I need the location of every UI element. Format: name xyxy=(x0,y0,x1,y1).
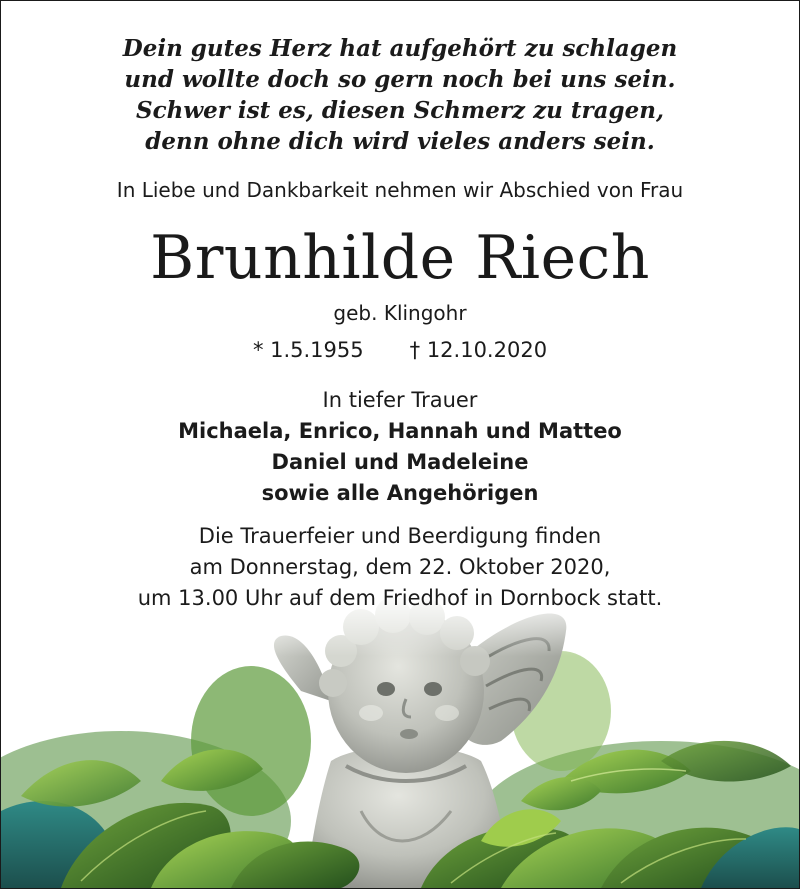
funeral-line: am Donnerstag, dem 22. Oktober 2020, xyxy=(189,555,611,579)
angel-photo xyxy=(1,591,799,888)
deceased-name: Brunhilde Riech xyxy=(150,223,650,293)
mourner-line: Michaela, Enrico, Hannah und Matteo xyxy=(178,419,622,443)
poem-line: denn ohne dich wird vieles anders sein. xyxy=(145,128,655,155)
mourner-line: Daniel und Madeleine xyxy=(271,450,529,474)
mourner-line: sowie alle Angehörigen xyxy=(261,481,539,505)
life-dates xyxy=(1,335,799,365)
death-date: † 12.10.2020 xyxy=(409,338,548,362)
angel-statue-image xyxy=(1,591,799,888)
mourners-block xyxy=(1,385,799,509)
funeral-line: um 13.00 Uhr auf dem Friedhof in Dornbock statt. xyxy=(137,586,663,610)
birth-name: geb. Klingohr xyxy=(333,301,467,325)
funeral-details xyxy=(1,521,799,614)
birth-date: * 1.5.1955 xyxy=(252,338,364,362)
poem-line: und wollte doch so gern noch bei uns sein. xyxy=(124,66,676,93)
poem-line: Dein gutes Herz hat aufgehört zu schlagen xyxy=(122,35,678,62)
mourning-heading: In tiefer Trauer xyxy=(322,388,478,412)
funeral-line: Die Trauerfeier und Beerdigung finden xyxy=(198,524,602,548)
poem-line: Schwer ist es, diesen Schmerz zu tragen, xyxy=(136,97,664,124)
farewell-intro: In Liebe und Dankbarkeit nehmen wir Abschied von Frau xyxy=(116,178,684,202)
memorial-poem xyxy=(1,33,799,157)
